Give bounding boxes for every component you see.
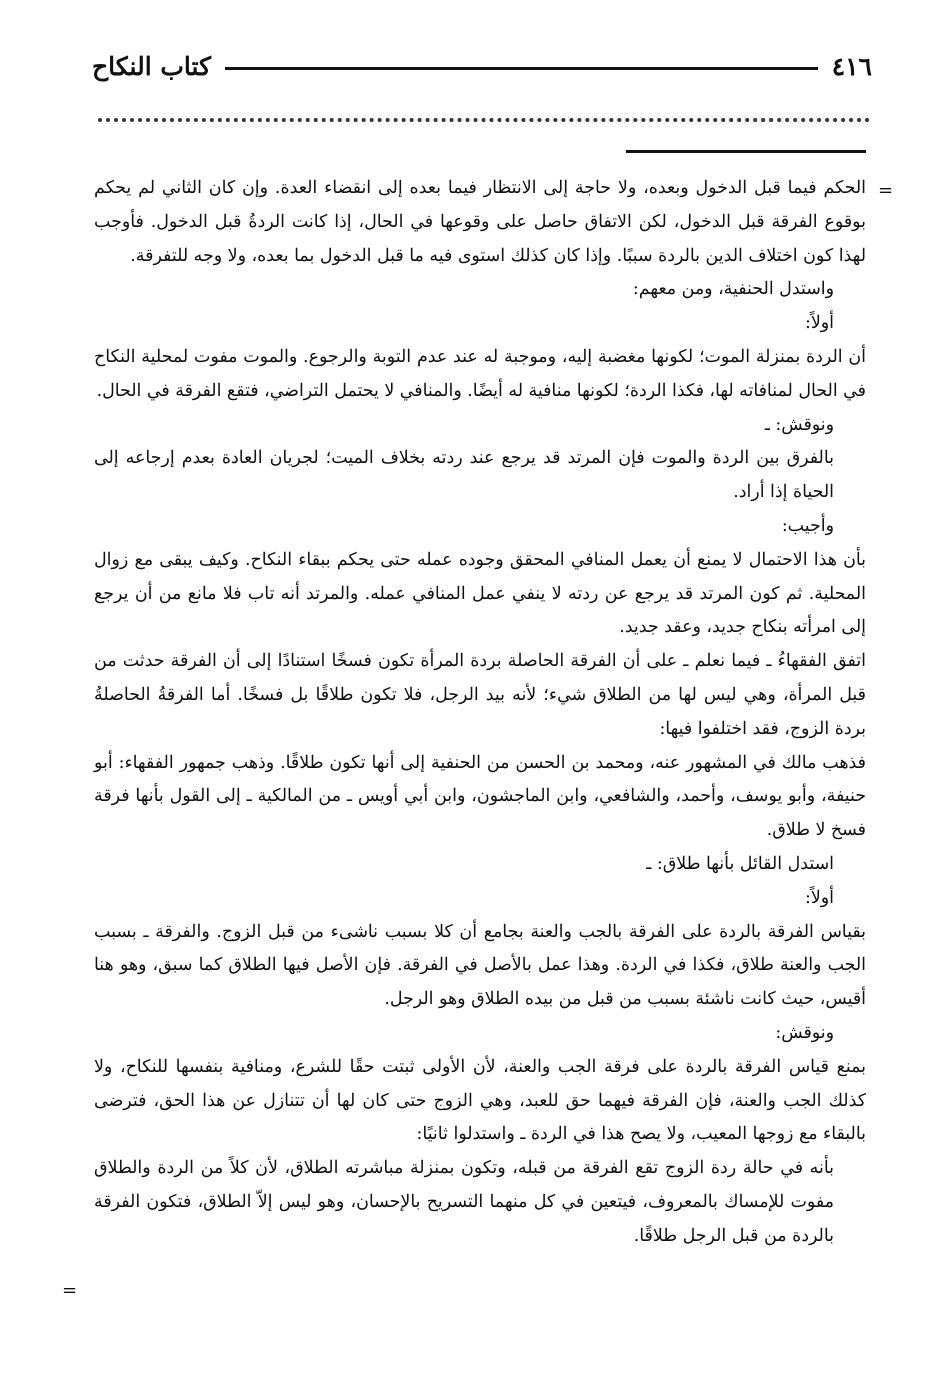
page-number: ٤١٦ xyxy=(831,51,872,81)
continuation-mark: = xyxy=(878,180,894,201)
subheading: ونوقش: ـ xyxy=(764,414,834,435)
paragraph: بقياس الفرقة بالردة على الفرقة بالجب والعنة بجامع أن كلا بسبب ناشىء من قبل الزوج. والفرقة ـ بسبب الجب والعنة طلاق، فكذا في الردة. وهذا عمل بالأصل في الفرقة. فإن الأصل فيها الطلاق كما سبق، وهو هنا أقيس، حيث كانت ناشئة بسبب من قبل من بيده الطلاق وهو الرجل. xyxy=(94,921,866,1010)
dotted-separator xyxy=(98,118,870,122)
end-mark: = xyxy=(62,1280,78,1301)
subheading: أولاً: xyxy=(804,887,834,908)
footnote-body xyxy=(94,172,866,1254)
subheading: استدل القائل بأنها طلاق: ـ xyxy=(646,853,834,874)
paragraph: الحكم فيما قبل الدخول وبعده، ولا حاجة إلى الانتظار فيما بعده إلى انقضاء العدة. وإن كان الثاني لم يحكم بوقوع الفرقة قبل الدخول، لكن الاتفاق حاصل على وقوعها في الحال، إذا كانت الردةُ قبل الدخول. فأوجب لهذا كون اختلاف الدين بالردة سببًا. وإذا كان كذلك استوى فيه ما قبل الدخول بما بعده، ولا وجه للتفرقة. xyxy=(94,178,866,266)
paragraph: بأن هذا الاحتمال لا يمنع أن يعمل المنافي المحقق وجوده عمله حتى يحكم ببقاء النكاح. وكيف يبقى مع زوال المحلية. ثم كون المرتد قد يرجع عن ردته لا ينفي عمل المنافي عمله. والمرتد أنه تاب فلا مانع من أن يرجع إلى امرأته بنكاح جديد، وعقد جديد. xyxy=(94,549,866,638)
book-title: كتاب النكاح xyxy=(92,51,211,81)
header-rule xyxy=(225,67,818,70)
paragraph: فذهب مالك في المشهور عنه، ومحمد بن الحسن من الحنفية إلى أنها تكون طلاقًا. وذهب جمهور الفقهاء: أبو حنيفة، وأبو يوسف، وأحمد، والشافعي، وابن الماجشون، وابن أبي أويس ـ من المالكية ـ إلى القول بأنها فرقة فسخ لا طلاق. xyxy=(94,752,866,841)
subheading: أولاً: xyxy=(804,313,834,334)
subheading: واستدل الحنفية، ومن معهم: xyxy=(632,279,834,300)
subheading: ونوقش: xyxy=(775,1022,834,1043)
paragraph: بالفرق بين الردة والموت فإن المرتد قد يرجع عند ردته بخلاف الميت؛ لجريان العادة بعدم إرجاعه إلى الحياة إذا أراد. xyxy=(94,448,834,503)
paragraph: بأنه في حالة ردة الزوج تقع الفرقة من قبله، وتكون بمنزلة مباشرته الطلاق، لأن كلاً من الردة والطلاق مفوت للإمساك بالمعروف، فيتعين في كل منهما التسريح بالإحسان، وهو ليس إلاّ الطلاق، فتكون الفرقة بالردة من قبل الرجل طلاقًا. xyxy=(94,1158,834,1246)
paragraph: اتفق الفقهاءُ ـ فيما نعلم ـ على أن الفرقة الحاصلة بردة المرأة تكون فسخًا استنادًا إلى أن الفرقة حدثت من قبل المرأة، وهي ليس لها من الطلاق شيء؛ لأنه بيد الرجل، فلا تكون طلاقًا بل فسخًا. أما الفرقةُ الحاصلةُ بردة الزوج، فقد اختلفوا فيها: xyxy=(94,651,866,739)
footnote-separator xyxy=(626,150,866,153)
paragraph: بمنع قياس الفرقة بالردة على فرقة الجب والعنة، لأن الأولى ثبتت حقًا للشرع، ومنافية بنفسها للنكاح، ولا كذلك الجب والعنة، فإن الفرقة فيهما حق للعبد، وهي الزوج حتى كان لها أن تتنازل عن هذا الحق، فترضى بالبقاء مع زوجها المعيب، ولا يصح هذا في الردة ـ واستدلوا ثانيًا: xyxy=(94,1056,866,1145)
page-header xyxy=(92,46,872,86)
subheading: وأجيب: xyxy=(781,515,834,536)
paragraph: أن الردة بمنزلة الموت؛ لكونها مغضبة إليه، وموجبة له عند عدم التوبة والرجوع. والموت مفوت لمحلية النكاح في الحال لمنافاته لها، فكذا الردة؛ لكونها منافية له أيضًا. والمنافي لا يحتمل التراضي، فتقع الفرقة في الحال. xyxy=(94,346,866,401)
